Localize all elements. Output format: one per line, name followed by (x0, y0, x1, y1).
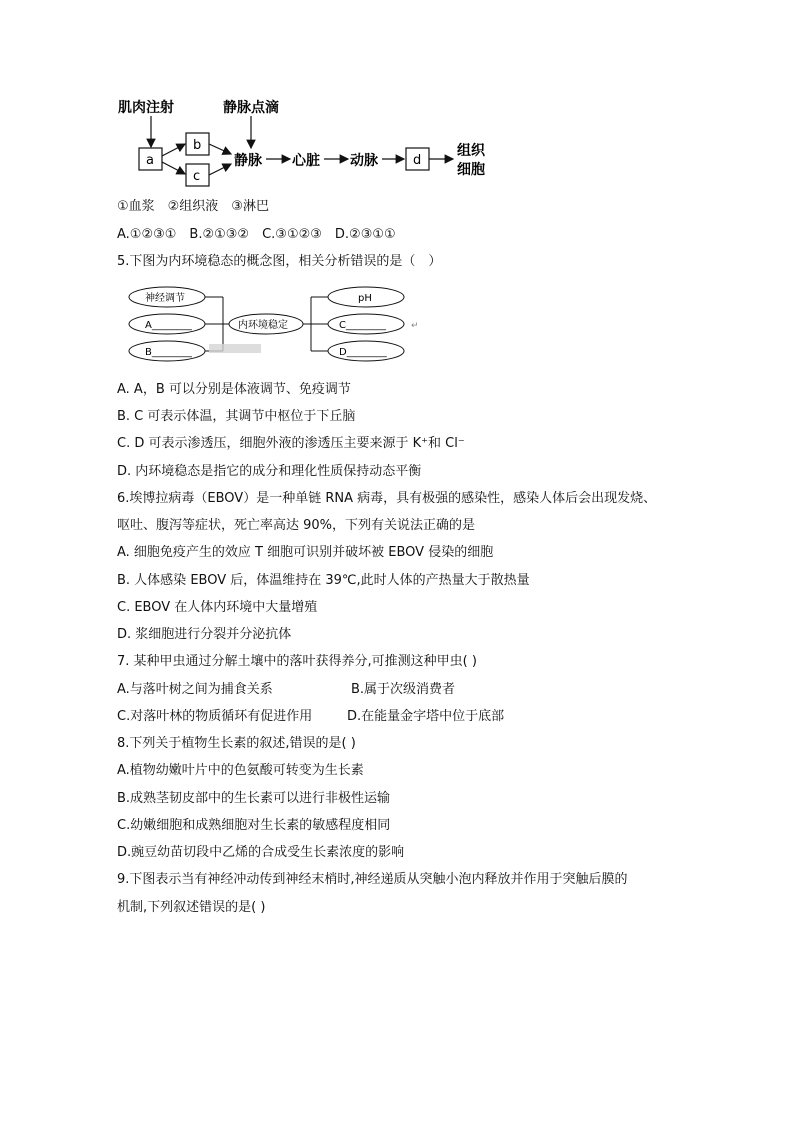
node-tissue-cell-line1: 组织 (457, 143, 485, 159)
return-mark-icon: ↵ (411, 321, 419, 331)
q7-option-a: A.与落叶树之间为捕食关系 (117, 682, 273, 697)
q8-option-c: C.幼嫩细胞和成熟细胞对生长素的敏感程度相同 (117, 818, 391, 833)
q5-option-c: C. D 可表示渗透压，细胞外液的渗透压主要来源于 K⁺和 Cl⁻ (117, 436, 465, 451)
label-blank-d: D________ (339, 347, 387, 358)
label-blank-c: C________ (339, 320, 386, 331)
box-b-label: b (193, 138, 202, 153)
injection-pathway-diagram (110, 92, 510, 192)
q7-option-d: D.在能量金字塔中位于底部 (347, 709, 505, 724)
node-vein: 静脉 (234, 153, 262, 169)
q5-option-d: D. 内环境稳态是指它的成分和理化性质保持动态平衡 (117, 464, 422, 479)
q6-option-c: C. EBOV 在人体内环境中大量增殖 (117, 600, 318, 615)
label-blank-a: A________ (145, 320, 192, 331)
node-tissue-cell-line2: 细胞 (457, 162, 485, 178)
q6-stem-line1: 6.埃博拉病毒（EBOV）是一种单链 RNA 病毒，具有极强的感染性，感染人体后会出现发烧、 (117, 491, 657, 506)
homeostasis-concept-map (125, 283, 425, 369)
q6-option-b: B. 人体感染 EBOV 后，体温维持在 39℃,此时人体的产热量大于散热量 (117, 573, 530, 588)
q7-option-b: B.属于次级消费者 (351, 682, 456, 697)
q5-option-a: A. A，B 可以分别是体液调节、免疫调节 (117, 382, 351, 397)
label-blank-b: B________ (145, 347, 192, 358)
label-homeostasis: 内环境稳定 (238, 320, 288, 331)
label-neural-regulation: 神经调节 (145, 293, 185, 304)
q6-option-d: D. 浆细胞进行分裂并分泌抗体 (117, 627, 292, 642)
smudge (209, 344, 261, 353)
node-heart: 心脏 (292, 153, 320, 169)
q9-stem-line2: 机制,下列叙述错误的是( ) (117, 900, 266, 915)
q8-option-b: B.成熟茎韧皮部中的生长素可以进行非极性运输 (117, 791, 391, 806)
q7-option-c: C.对落叶林的物质循环有促进作用 (117, 709, 313, 724)
q5-stem: 5.下图为内环境稳态的概念图，相关分析错误的是（ ） (117, 254, 442, 269)
q6-stem-line2: 呕吐、腹泻等症状，死亡率高达 90%，下列有关说法正确的是 (117, 518, 476, 533)
q4-options: A.①②③① B.②①③② C.③①②③ D.②③①① (117, 227, 396, 242)
q8-stem: 8.下列关于植物生长素的叙述,错误的是( ) (117, 736, 356, 751)
q4-legend: ①血浆 ②组织液 ③淋巴 (117, 199, 269, 214)
q8-option-d: D.豌豆幼苗切段中乙烯的合成受生长素浓度的影响 (117, 845, 405, 860)
q5-option-b: B. C 可表示体温，其调节中枢位于下丘脑 (117, 409, 356, 424)
node-artery: 动脉 (350, 153, 378, 169)
q8-option-a: A.植物幼嫩叶片中的色氨酸可转变为生长素 (117, 763, 364, 778)
label-intravenous-drip: 静脉点滴 (223, 100, 279, 116)
label-ph: pH (358, 293, 372, 304)
label-intramuscular: 肌肉注射 (118, 100, 174, 116)
box-d-label: d (413, 153, 422, 168)
q9-stem-line1: 9.下图表示当有神经冲动传到神经末梢时,神经递质从突触小泡内释放并作用于突触后膜的 (117, 872, 628, 887)
box-a-label: a (146, 153, 154, 168)
box-c-label: c (193, 169, 201, 184)
q7-stem: 7. 某种甲虫通过分解土壤中的落叶获得养分,可推测这种甲虫( ) (117, 654, 477, 669)
q6-option-a: A. 细胞免疫产生的效应 T 细胞可识别并破坏被 EBOV 侵染的细胞 (117, 545, 494, 560)
